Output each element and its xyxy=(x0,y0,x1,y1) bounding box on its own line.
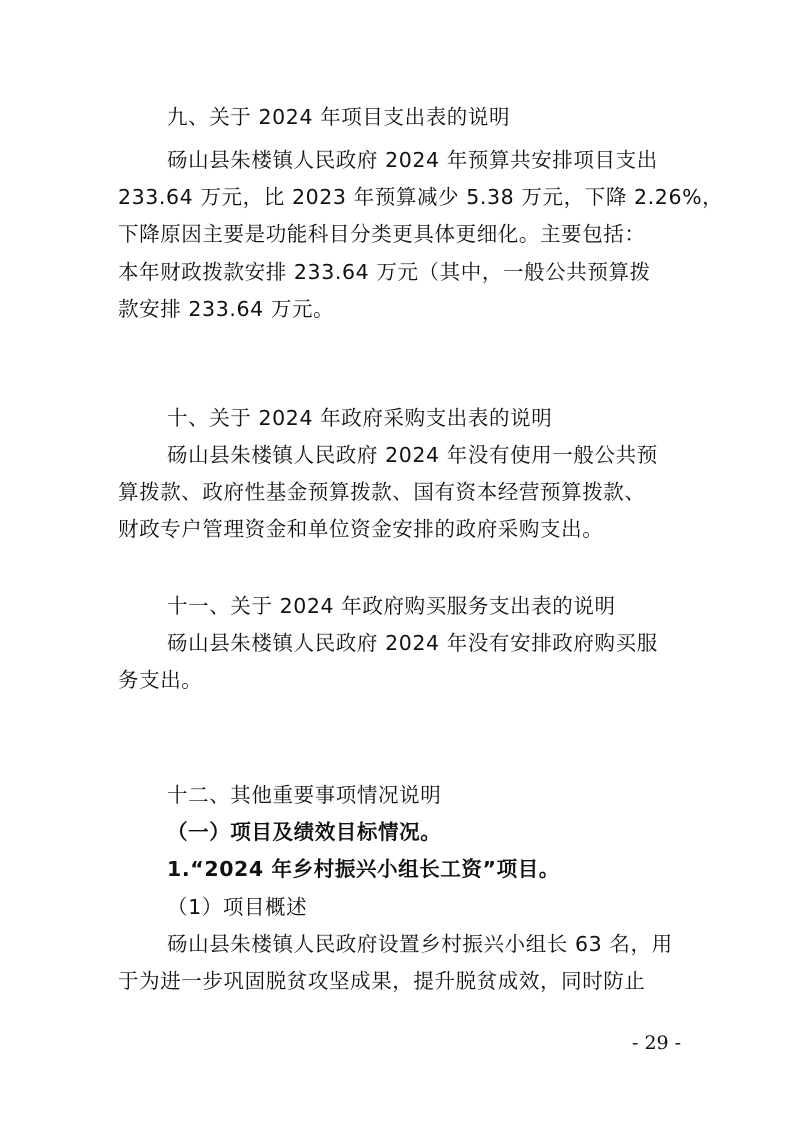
section-heading-9: 九、关于 2024 年项目支出表的说明 xyxy=(167,105,511,129)
paragraph-line: 财政专户管理资金和单位资金安排的政府采购支出。 xyxy=(118,517,604,541)
page-number: - 29 - xyxy=(632,1032,682,1054)
paragraph-line: 砀山县朱楼镇人民政府 2024 年预算共安排项目支出 xyxy=(167,148,658,172)
paragraph-line: 算拨款、政府性基金预算拨款、国有资本经营预算拨款、 xyxy=(118,480,646,504)
paragraph-line: 233.64 万元，比 2023 年预算减少 5.38 万元，下降 2.26%， xyxy=(118,185,724,209)
project-title: 1.“2024 年乡村振兴小组长工资”项目。 xyxy=(167,857,560,881)
paragraph-line: 砀山县朱楼镇人民政府 2024 年没有使用一般公共预 xyxy=(167,443,658,467)
paragraph-line: 砀山县朱楼镇人民政府 2024 年没有安排政府购买服 xyxy=(167,631,658,655)
section-heading-12: 十二、其他重要事项情况说明 xyxy=(167,783,442,807)
section-heading-11: 十一、关于 2024 年政府购买服务支出表的说明 xyxy=(167,594,616,618)
paragraph-line: 于为进一步巩固脱贫攻坚成果，提升脱贫成效，同时防止 xyxy=(118,969,646,993)
paragraph-line: 本年财政拨款安排 233.64 万元（其中，一般公共预算拨 xyxy=(118,260,651,284)
paragraph-line: 砀山县朱楼镇人民政府设置乡村振兴小组长 63 名，用 xyxy=(167,932,673,956)
section-heading-10: 十、关于 2024 年政府采购支出表的说明 xyxy=(167,406,553,430)
paragraph-line: 务支出。 xyxy=(118,668,203,692)
subsection-heading: （一）项目及绩效目标情况。 xyxy=(167,820,442,844)
paragraph-line: 款安排 233.64 万元。 xyxy=(118,297,335,321)
item-title: （1）项目概述 xyxy=(167,895,308,919)
paragraph-line: 下降原因主要是功能科目分类更具体更细化。主要包括： xyxy=(118,222,646,246)
